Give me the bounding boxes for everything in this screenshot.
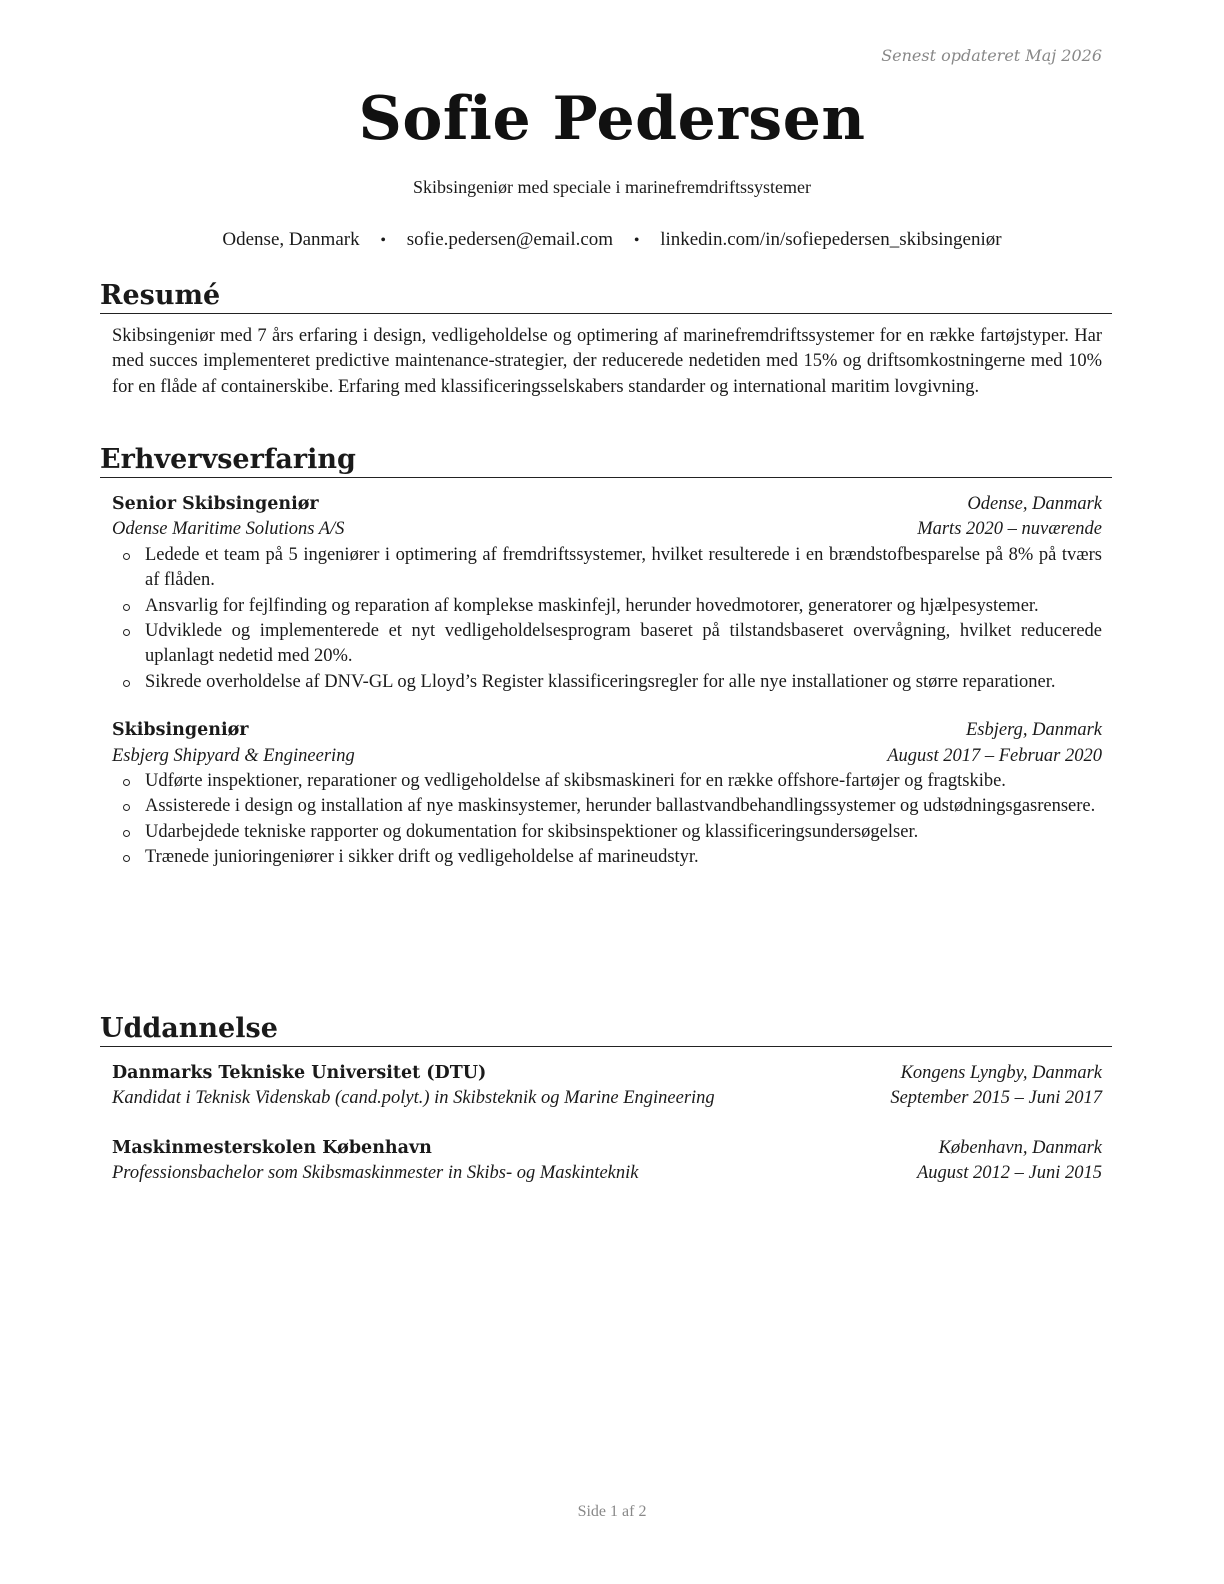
tagline: Skibsingeniør med speciale i marinefremdriftssystemer bbox=[413, 177, 811, 197]
section-title-education: Uddannelse bbox=[100, 1013, 1112, 1047]
list-item: Ledede et team på 5 ingeniører i optimering af fremdriftssystemer, hvilket resulterede i en brændstofbesparelse på 8% på tværs af flåden. bbox=[112, 543, 1102, 594]
candidate-name: Sofie Pedersen bbox=[358, 84, 866, 154]
school-degree: Kandidat i Teknisk Videnskab (cand.polyt.) in Skibsteknik og Marine Engineering bbox=[112, 1088, 715, 1109]
separator-dot: • bbox=[633, 232, 640, 249]
separator-dot: • bbox=[380, 232, 386, 249]
job-location: Odense, Danmark bbox=[967, 494, 1102, 514]
list-item: Udførte inspektioner, reparationer og vedligeholdelse af skibsmaskineri for en række offshore-fartøjer og fragtskibe. bbox=[112, 769, 1102, 794]
list-item: Sikrede overholdelse af DNV-GL og Lloyd’s Register klassificeringsregler for alle nye installationer og større reparationer. bbox=[112, 670, 1102, 695]
job-location: Esbjerg, Danmark bbox=[966, 720, 1102, 741]
job-dates: August 2017 – Februar 2020 bbox=[887, 745, 1102, 766]
experience-section bbox=[100, 444, 1112, 871]
job-company: Odense Maritime Solutions A/S bbox=[112, 519, 345, 540]
school-dates: September 2015 – Juni 2017 bbox=[890, 1088, 1102, 1109]
education-entry bbox=[112, 1061, 1102, 1112]
job-role: Skibsingeniør bbox=[112, 720, 249, 741]
education-section bbox=[100, 1013, 1112, 1187]
school-degree: Professionsbachelor som Skibsmaskinmester in Skibs- og Maskinteknik bbox=[112, 1163, 639, 1184]
list-item: Trænede junioringeniører i sikker drift og vedligeholdelse af marineudstyr. bbox=[112, 845, 1102, 870]
list-item: Ansvarlig for fejlfinding og reparation af komplekse maskinfejl, herunder hovedmotorer, generatorer og hjælpesystemer. bbox=[112, 594, 1102, 619]
list-item: Udviklede og implementerede et nyt vedligeholdelsesprogram baseret på tilstandsbaseret overvågning, hvilket reducerede uplanlagt nedetid med 20%. bbox=[112, 619, 1102, 670]
page-number: Side 1 af 2 bbox=[577, 1503, 647, 1520]
school-location: København, Danmark bbox=[938, 1137, 1102, 1158]
contact-linkedin[interactable]: linkedin.com/in/sofiepedersen_skibsingeniør bbox=[660, 229, 1002, 250]
contact-location: Odense, Danmark bbox=[222, 229, 360, 250]
list-item: Udarbejdede tekniske rapporter og dokumentation for skibsinspektioner og klassificeringsundersøgelser. bbox=[112, 820, 1102, 845]
school-dates: August 2012 – Juni 2015 bbox=[917, 1163, 1102, 1184]
school-name: Danmarks Tekniske Universitet (DTU) bbox=[112, 1063, 487, 1083]
job-dates: Marts 2020 – nuværende bbox=[917, 519, 1102, 540]
contact-email[interactable]: sofie.pedersen@email.com bbox=[406, 229, 614, 250]
last-updated: Senest opdateret Maj 2026 bbox=[881, 46, 1102, 65]
section-title-experience: Erhvervserfaring bbox=[100, 444, 1112, 478]
job-bullets bbox=[112, 769, 1102, 871]
summary-text: Skibsingeniør med 7 års erfaring i design, vedligeholdelse og optimering af marinefremdriftssystemer for en række fartøjstyper. Har med succes implementeret predictive maintenance-strategier, der reducerede nedetiden med 15% og driftsomkostningerne med 10% for en flåde af containerskibe. Erfaring med klassificeringsselskabers standarder og international maritim lovgivning. bbox=[112, 326, 1102, 397]
school-location: Kongens Lyngby, Danmark bbox=[900, 1063, 1102, 1083]
job-company: Esbjerg Shipyard & Engineering bbox=[112, 745, 355, 766]
contact-line bbox=[0, 229, 1224, 251]
job-entry bbox=[112, 492, 1102, 695]
summary-section bbox=[100, 280, 1112, 400]
education-entry bbox=[112, 1136, 1102, 1187]
school-name: Maskinmesterskolen København bbox=[112, 1137, 432, 1158]
section-title-summary: Resumé bbox=[100, 280, 1112, 314]
list-item: Assisterede i design og installation af nye maskinsystemer, herunder ballastvandbehandlingssystemer og udstødningsgasrensere. bbox=[112, 794, 1102, 819]
job-entry bbox=[112, 718, 1102, 870]
job-role: Senior Skibsingeniør bbox=[112, 494, 319, 514]
job-bullets bbox=[112, 543, 1102, 695]
